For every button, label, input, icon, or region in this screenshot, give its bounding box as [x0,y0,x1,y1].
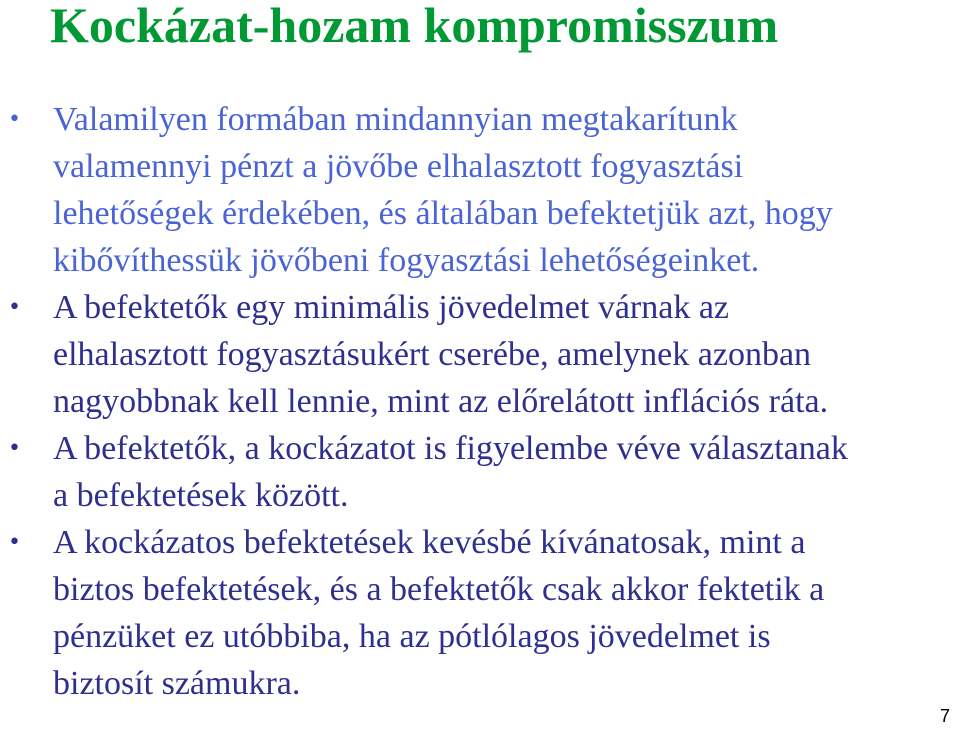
bullet-line: biztos befektetések, és a befektetők csak akkor fektetik a [53,571,825,608]
bullet-item [0,519,848,707]
bullet-line: A kockázatos befektetések kevésbé kívánatosak, mint a [53,524,806,561]
bullet-dot-icon: • [8,107,21,132]
bullet-line: biztosít számukra. [53,665,301,702]
bullet-line: Valamilyen formában mindannyian megtakarítunk [53,101,738,138]
bullet-line: lehetőségek érdekében, és általában befektetjük azt, hogy [53,195,833,232]
bullet-line: elhalasztott fogyasztásukért cserébe, amelynek azonban [53,336,812,373]
bullet-line: kibővíthessük jövőbeni fogyasztási lehetőségeinket. [53,242,760,279]
bullet-line: valamennyi pénzt a jövőbe elhalasztott fogyasztási [53,148,744,185]
bullet-dot-icon: • [8,530,21,555]
bullet-line: A befektetők, a kockázatot is figyelembe véve választanak [53,430,848,467]
bullet-item [0,96,848,284]
bullet-line: A befektetők egy minimális jövedelmet várnak az [53,289,729,326]
bullet-item [0,425,848,519]
bullet-dot-icon: • [8,295,21,320]
page-number: 7 [939,706,950,726]
bullet-dot-icon: • [8,436,21,461]
bullet-line: nagyobbnak kell lennie, mint az előrelátott inflációs ráta. [53,383,829,420]
bullet-item [0,284,848,425]
slide-title: Kockázat-hozam kompromisszum [50,0,779,53]
bullet-list [0,96,848,707]
bullet-line: pénzüket ez utóbbiba, ha az pótlólagos jövedelmet is [53,618,771,655]
bullet-line: a befektetések között. [53,477,349,514]
